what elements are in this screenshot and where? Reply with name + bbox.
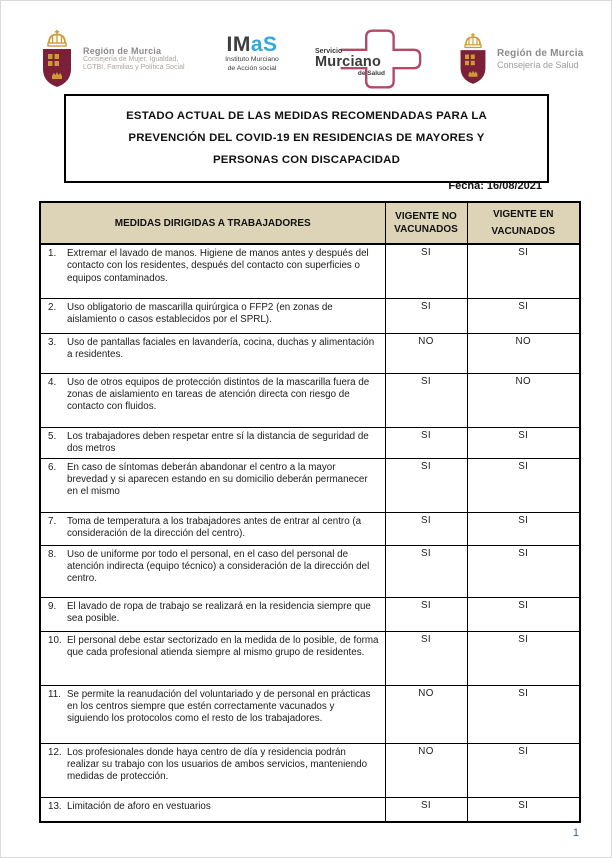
table-row (40, 512, 580, 545)
measure-number: 4. (48, 376, 57, 388)
measure-cell (40, 631, 385, 685)
logo-subtitle-line2: LGTBI, Familias y Política Social (83, 64, 185, 71)
value-vigente-no-vacunados: SI (385, 458, 467, 512)
measure-text: Limitación de aforo en vestuarios (67, 800, 211, 812)
imas-subtitle-line2: de Acción social (227, 65, 277, 72)
title-box (64, 94, 549, 183)
measure-number: 6. (48, 461, 57, 473)
measure-text: En caso de síntomas deberán abandonar el centro a la mayor brevedad y si aparecen estando en su domicilio deberán permanecer en el mismo (67, 461, 368, 498)
value-vigente-en-vacunados: NO (467, 333, 580, 373)
table-row (40, 427, 580, 458)
measure-number: 13. (48, 800, 62, 812)
date-line: Fecha: 16/08/2021 (448, 180, 542, 192)
logo-title: Región de Murcia (83, 45, 162, 56)
measure-cell (40, 685, 385, 743)
measure-cell (40, 512, 385, 545)
table-row (40, 685, 580, 743)
value-vigente-no-vacunados: SI (385, 373, 467, 427)
value-vigente-en-vacunados: SI (467, 685, 580, 743)
page-number: 1 (572, 827, 579, 839)
table-row (40, 545, 580, 597)
sms-logo-block (313, 27, 425, 91)
value-vigente-no-vacunados: SI (385, 244, 467, 298)
value-vigente-no-vacunados: SI (385, 512, 467, 545)
measure-cell (40, 797, 385, 822)
measure-number: 10. (48, 634, 62, 646)
sms-line-servicio: Servicio (315, 48, 343, 55)
logo-region-murcia-salud (457, 31, 584, 87)
measure-cell (40, 244, 385, 298)
table-row (40, 298, 580, 333)
table-row (40, 373, 580, 427)
imas-wordmark-blue: aS (250, 33, 278, 56)
value-vigente-no-vacunados: SI (385, 631, 467, 685)
logo-text-block (83, 46, 185, 73)
value-vigente-en-vacunados: SI (467, 298, 580, 333)
measure-number: 12. (48, 746, 62, 758)
measure-text: Los profesionales donde haya centro de día y residencia podrán realizar su trabajo con los usuarios de ambos servicios, manteniendo medidas de protección. (67, 746, 368, 783)
measure-text: Se permite la reanudación del voluntariado y de personal en prácticas en los centros siempre que estén correctamente vacunados y siguiendo los protocolos como el resto de los trabajadores. (67, 688, 371, 725)
table-row (40, 597, 580, 631)
measure-text: Uso de pantallas faciales en lavandería, cocina, duchas y alimentación a residentes. (67, 336, 375, 360)
logo-servicio-murciano-salud (313, 27, 425, 91)
value-vigente-no-vacunados: NO (385, 333, 467, 373)
measure-number: 5. (48, 430, 57, 442)
measure-cell (40, 333, 385, 373)
column-header-vigente-no-vacunados: VIGENTE NO VACUNADOS (385, 202, 467, 244)
value-vigente-en-vacunados: SI (467, 631, 580, 685)
sms-line-murciano: Murciano (315, 54, 382, 70)
value-vigente-en-vacunados: SI (467, 512, 580, 545)
value-vigente-en-vacunados: SI (467, 597, 580, 631)
value-vigente-en-vacunados: SI (467, 244, 580, 298)
value-vigente-no-vacunados: SI (385, 797, 467, 822)
imas-wordmark-icon (197, 35, 307, 55)
measures-table (39, 201, 581, 823)
logo-subtitle-line1: Consejería de Mujer, Igualdad, (83, 55, 179, 63)
imas-wordmark-dark: IM (226, 33, 251, 56)
value-vigente-en-vacunados: SI (467, 743, 580, 797)
measure-text: Uso de otros equipos de protección distintos de la mascarilla fuera de zonas de aislamiento en tareas de atención directa con riesgo de contacto con fluidos. (67, 376, 370, 413)
value-vigente-no-vacunados: NO (385, 685, 467, 743)
measure-text: Uso obligatorio de mascarilla quirúrgica o FFP2 (en zonas de aislamiento o casos establecidos por el SPRL). (67, 301, 333, 325)
measure-number: 2. (48, 301, 57, 313)
value-vigente-en-vacunados: SI (467, 427, 580, 458)
table-row (40, 743, 580, 797)
value-vigente-no-vacunados: SI (385, 298, 467, 333)
measure-text: Los trabajadores deben respetar entre sí la distancia de seguridad de dos metros (67, 430, 369, 454)
measure-text: El personal debe estar sectorizado en la medida de lo posible, de forma que cada profesional atienda siempre al mismo grupo de residentes. (67, 634, 379, 658)
sms-line-desalud: de Salud (357, 70, 385, 77)
murcia-coat-of-arms-icon (457, 31, 489, 87)
measure-cell (40, 545, 385, 597)
measure-text: El lavado de ropa de trabajo se realizará en la residencia siempre que sea posible. (67, 600, 371, 624)
measure-cell (40, 427, 385, 458)
value-vigente-no-vacunados: SI (385, 545, 467, 597)
logo-region-murcia-social (39, 29, 185, 89)
measure-number: 1. (48, 248, 57, 259)
value-vigente-en-vacunados: NO (467, 373, 580, 427)
table-row (40, 333, 580, 373)
column-header-medidas: MEDIDAS DIRIGIDAS A TRABAJADORES (40, 202, 385, 244)
table-row (40, 244, 580, 298)
value-vigente-en-vacunados: SI (467, 545, 580, 597)
table-row (40, 797, 580, 822)
logo-title: Región de Murcia (497, 47, 584, 59)
logo-bar (1, 1, 611, 96)
document-title: ESTADO ACTUAL DE LAS MEDIDAS RECOMENDADAS PARA LA PREVENCIÓN DEL COVID-19 EN RESIDENCIAS DE MAYORES Y PERSONAS CON DISCAPACIDAD (126, 110, 487, 166)
measure-number: 9. (48, 600, 57, 612)
value-vigente-en-vacunados: SI (467, 797, 580, 822)
measure-cell (40, 298, 385, 333)
measure-number: 3. (48, 336, 57, 348)
imas-subtitle-line1: Instituto Murciano (225, 56, 279, 63)
logo-imas (197, 35, 307, 73)
measure-cell (40, 743, 385, 797)
logo-subtitle: Consejería de Salud (497, 59, 579, 70)
value-vigente-en-vacunados: SI (467, 458, 580, 512)
value-vigente-no-vacunados: SI (385, 427, 467, 458)
measure-text: Uso de uniforme por todo el personal, en el caso del personal de atención indirecta (equipo técnico) a consideración de la dirección del centro. (67, 548, 370, 585)
table-header-row (40, 202, 580, 244)
measure-number: 11. (48, 688, 61, 700)
logo-text-block (497, 48, 584, 71)
value-vigente-no-vacunados: SI (385, 597, 467, 631)
sms-text-block (315, 48, 389, 77)
table-row (40, 631, 580, 685)
value-vigente-no-vacunados: NO (385, 743, 467, 797)
measure-text: Toma de temperatura a los trabajadores antes de entrar al centro (a consideración de la dirección del centro). (67, 515, 362, 539)
measure-number: 7. (48, 515, 57, 527)
column-header-vigente-en-vacunados: VIGENTE EN VACUNADOS (467, 202, 580, 244)
measure-cell (40, 458, 385, 512)
measure-cell (40, 597, 385, 631)
measure-number: 8. (48, 548, 57, 560)
table-row (40, 458, 580, 512)
murcia-coat-of-arms-icon (39, 29, 75, 89)
measure-text: Extremar el lavado de manos. Higiene de manos antes y después del contacto con los residentes, después del contacto con superficies o equipos contaminados. (67, 248, 369, 284)
measure-cell (40, 373, 385, 427)
